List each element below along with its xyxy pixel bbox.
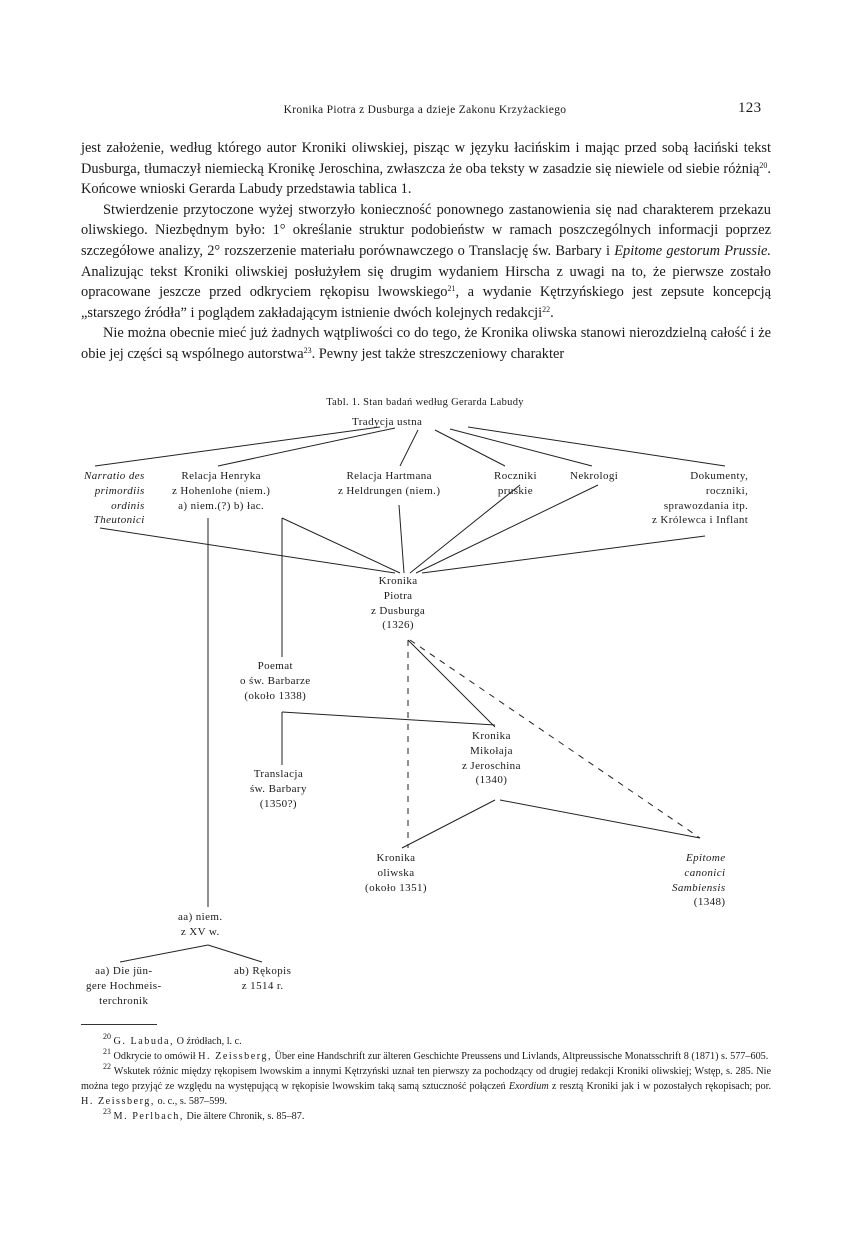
node-line: ordinis [111,499,145,512]
node-kronika-piotra [371,574,425,633]
text-run: jest założenie, według którego autor Kroniki oliwskiej, pisząc w języku łacińskim i mając przed sobą łaciński tekst Dusburga, tłumaczył niemiecką Kronikę Jeroschina, zwłaszcza że oba teksty w zasadzie się niewiele od siebie różnią [81,140,771,177]
text-run: Stwierdzenie przytoczone wyżej stworzyło konieczność ponownego zastanowienia się nad charakterem przekazu oliwskiego. Niezbędnym było: 1° określanie struktur podobieństw w ramach poszczególnych informacji poprzez szczegółowe analizy, 2° rozszerzenie materiału porównawczego o Translację św. Barbary i [81,201,771,259]
footnote-author: M. Perlbach, [113,1111,184,1122]
node-line: sprawozdania itp. [663,499,749,512]
table-caption: Tabl. 1. Stan badań według Gerarda Labudy [326,397,524,408]
node-line: z 1514 r. [241,979,284,992]
node-line: a) niem.(?) b) łac. [178,499,265,512]
node-line: Kronika [376,852,416,864]
line-tradycja-narratio [95,427,380,466]
node-line: z Jeroschina [462,759,521,772]
line-mikolaj-oliwska [402,800,495,848]
node-aa-niem [178,910,223,940]
node-line: Sambiensis [672,881,726,894]
node-epitome [672,851,726,910]
line-hartman-piotr [399,505,404,573]
footnote-ref: 20 [759,160,768,170]
text-run-italic: Epitome gestorum Prussie. [614,242,771,259]
node-translacja [250,767,307,811]
node-relacja-hartmana [338,469,440,499]
footnote-number: 23 [103,1107,111,1116]
page-number: 123 [738,100,762,116]
node-line: z XV w. [180,925,220,938]
node-line: (1350?) [259,797,297,810]
footnote-number: 20 [103,1032,111,1041]
footnote-22 [81,1064,771,1109]
node-kronika-mikolaja [462,729,521,788]
line-poemat-mikolaj [282,712,495,725]
footnote-text: Über eine Handschrift zur älteren Geschichte Preussens und Livlands, Altpreussische Monatsschrift 8 (1871) s. 577–605. [272,1051,769,1062]
footnote-text-italic: Exordium [508,1081,549,1092]
footnote-ref: 22 [542,304,551,314]
node-nekrologi: Nekrologi [570,470,619,482]
node-line: oliwska [377,866,415,879]
footnote-text: Die ältere Chronik, s. 85–87. [183,1111,305,1122]
node-line: o św. Barbarze [240,674,311,687]
text-run: . [550,304,554,321]
footnote-author: H. Zeissberg, [198,1051,273,1062]
node-dokumenty [652,469,748,528]
node-line: Mikołaja [469,744,513,757]
line-aa-die-jungere [120,945,208,962]
node-line: (około 1351) [365,881,427,894]
node-line: (1326) [382,619,414,632]
node-line: aa) niem. [178,911,223,923]
node-tradycja-ustna: Tradycja ustna [352,416,423,428]
node-line: Narratio des [84,470,145,482]
footnote-text: Odkrycie to omówił [113,1051,199,1062]
node-line: z Heldrungen (niem.) [338,484,441,497]
footnote-text: Wskutek różnic między rękopisem lwowskim a innymi Kętrzyński uznał ten pierwszy za pochodzący od drugiej redakcji Kroniki oliwskiej; Wstęp, s. 285. Nie można tego przyjąć ze względu na występującą w rękopisie lwowskim taką samą sztuczność połączeń [81,1066,771,1092]
node-line: Dokumenty, [690,470,749,482]
running-header: Kronika Piotra z Dusburga a dzieje Zakonu Krzyżackiego [283,104,567,116]
node-line: z Dusburga [371,604,426,617]
footnote-text: O źródłach, l. c. [174,1036,242,1047]
footnote-rule [81,1024,157,1025]
node-line: Kronika [378,575,418,587]
line-tradycja-roczniki [435,430,505,466]
node-rekopis-1514 [234,964,291,994]
node-narratio [84,469,145,528]
footnote-number: 21 [103,1047,111,1056]
node-line: św. Barbary [250,782,307,795]
node-line: aa) Die jün- [95,965,153,977]
text-run: Analizując tekst Kroniki oliwskiej posłużyłem się drugim wydaniem Hirscha z uwagi na to, że pierwsze zostało opracowane jeszcze przed odkryciem rękopisu lwowskiego [81,263,771,301]
node-line: Relacja Hartmana [346,470,432,482]
node-line: terchronik [99,994,149,1007]
node-poemat [240,659,311,703]
footnote-author: H. Zeissberg, [81,1096,155,1107]
line-tradycja-hartman [400,430,418,466]
line-tradycja-dokumenty [468,427,725,466]
node-line: Translacja [253,768,304,780]
footnotes [81,1034,771,1124]
footnote-author: G. Labuda, [113,1036,175,1047]
node-line: (około 1338) [244,689,307,702]
footnote-ref: 21 [447,284,456,294]
node-line: gere Hochmeis- [86,979,162,992]
footnote-number: 22 [103,1062,111,1071]
line-dokumenty-piotr [422,536,705,573]
node-line: primordiis [94,484,145,497]
node-line: z Królewca i Inflant [652,514,749,527]
node-die-jungere-hochmeisterchronik [86,964,162,1008]
node-line: Theutonici [93,514,145,527]
footnote-23 [81,1109,771,1124]
footnote-20 [81,1034,771,1049]
node-line: Poemat [257,660,293,672]
node-line: Kronika [472,730,511,742]
footnote-ref: 23 [303,345,312,355]
node-kronika-oliwska [365,851,427,895]
text-run: . Końcowe wnioski Gerarda Labudy przedstawia tablica 1. [81,160,771,198]
line-aa-rekopis [208,945,262,962]
node-line: roczniki, [705,484,749,497]
node-line: canonici [684,866,726,879]
text-run: , a wydanie Kętrzyńskiego jest zepsute koncepcją „starszego źródła” i poglądem zakładającym istnienie dwóch kolejnych redakcji [81,284,771,321]
footnote-text: o. c., s. 587–599. [154,1096,228,1107]
line-mikolaj-epitome [500,800,700,838]
node-relacja-henryka [172,469,270,513]
text-run: . Pewny jest także streszczeniowy charakter [311,345,565,362]
node-line: Piotra [383,589,413,602]
node-line: (1348) [693,896,726,909]
node-line: Relacja Henryka [181,470,261,482]
node-line: Epitome [686,852,726,864]
node-roczniki-pruskie [494,469,537,499]
footnote-21 [81,1049,771,1064]
node-line: ab) Rękopis [234,965,292,977]
node-line: pruskie [497,484,534,497]
node-line: (1340) [475,774,508,787]
line-piotr-epitome-dashed [410,640,700,838]
line-tradycja-henryk [218,428,395,466]
node-line: z Hohenlohe (niem.) [172,484,271,497]
node-line: Roczniki [494,470,537,482]
footnote-text: z resztą Kroniki jak i w pozostałych rękopisach; por. [548,1081,771,1092]
line-piotr-mikolaj [408,640,495,727]
text-run: Nie można obecnie mieć już żadnych wątpliwości co do tego, że Kronika oliwska stanowi nierozdzielną całość i że obie jej części są wspólnego autorstwa [81,325,771,362]
